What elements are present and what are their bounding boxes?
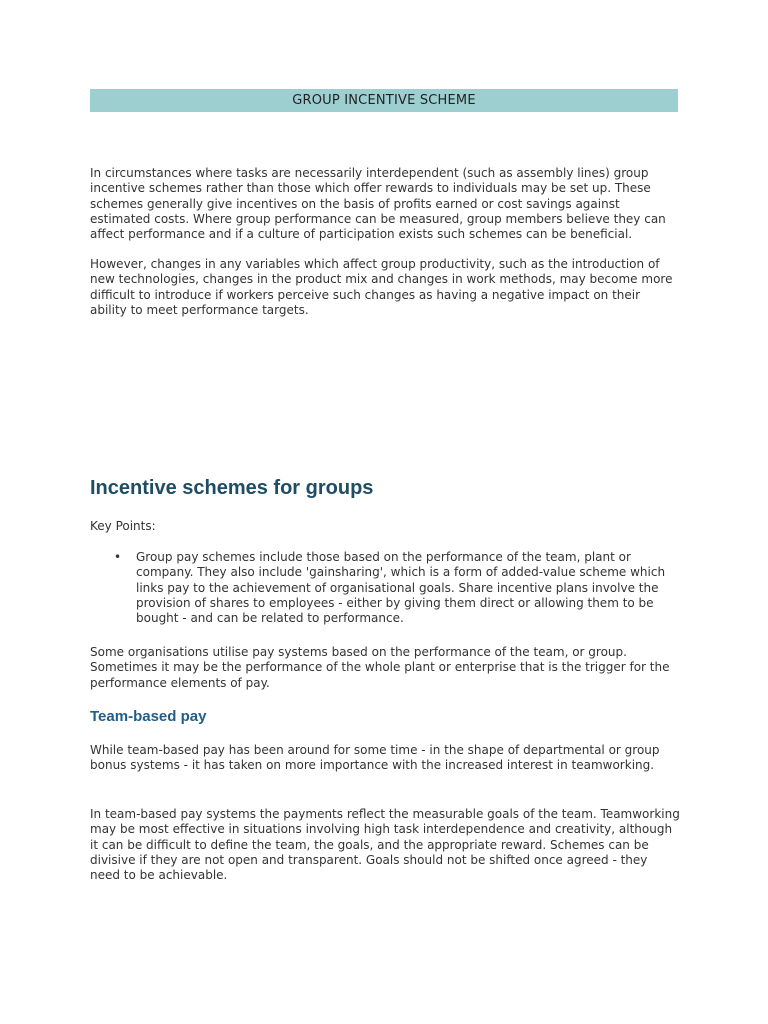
team-based-pay-paragraph-2: In team-based pay systems the payments reflect the measurable goals of the team. Teamworking may be most effective in situations involving high task interdependence and creativity, although it can be difficult to define the team, the goals, and the appropriate reward. Schemes can be divisive if they are not open and transparent. Goals should not be shifted once agreed - they need to be achievable.	[90, 807, 680, 883]
group-performance-paragraph: Some organisations utilise pay systems based on the performance of the team, or group. Sometimes it may be the performance of the whole plant or enterprise that is the trigger for the performance elements of pay.	[90, 645, 670, 690]
key-points-list	[90, 550, 670, 626]
bullet-icon: •	[114, 550, 122, 564]
list-item-text: Group pay schemes include those based on the performance of the team, plant or company. They also include 'gainsharing', which is a form of added-value scheme which links pay to the achievement of organisational goals. Share incentive plans involve the provision of shares to employees - either by giving them direct or allowing them to be bought - and can be related to performance.	[136, 550, 666, 626]
document-title-bar	[90, 89, 678, 112]
section-heading-incentive-schemes: Incentive schemes for groups	[90, 477, 374, 499]
key-points-label: Key Points:	[90, 519, 156, 533]
list-item	[90, 550, 670, 626]
team-based-pay-paragraph-1: While team-based pay has been around for some time - in the shape of departmental or group bonus systems - it has taken on more importance with the increased interest in teamworking.	[90, 743, 660, 773]
intro-paragraph-2: However, changes in any variables which affect group productivity, such as the introduction of new technologies, changes in the product mix and changes in work methods, may become more difficult to introduce if workers perceive such changes as having a negative impact on their ability to meet performance targets.	[90, 257, 673, 317]
document-title: GROUP INCENTIVE SCHEME	[292, 93, 476, 108]
section-heading-team-based-pay: Team-based pay	[90, 708, 207, 725]
intro-paragraph-1: In circumstances where tasks are necessarily interdependent (such as assembly lines) group incentive schemes rather than those which offer rewards to individuals may be set up. These schemes generally give incentives on the basis of profits earned or cost savings against estimated costs. Where group performance can be measured, group members believe they can affect performance and if a culture of participation exists such schemes can be beneficial.	[90, 166, 666, 242]
